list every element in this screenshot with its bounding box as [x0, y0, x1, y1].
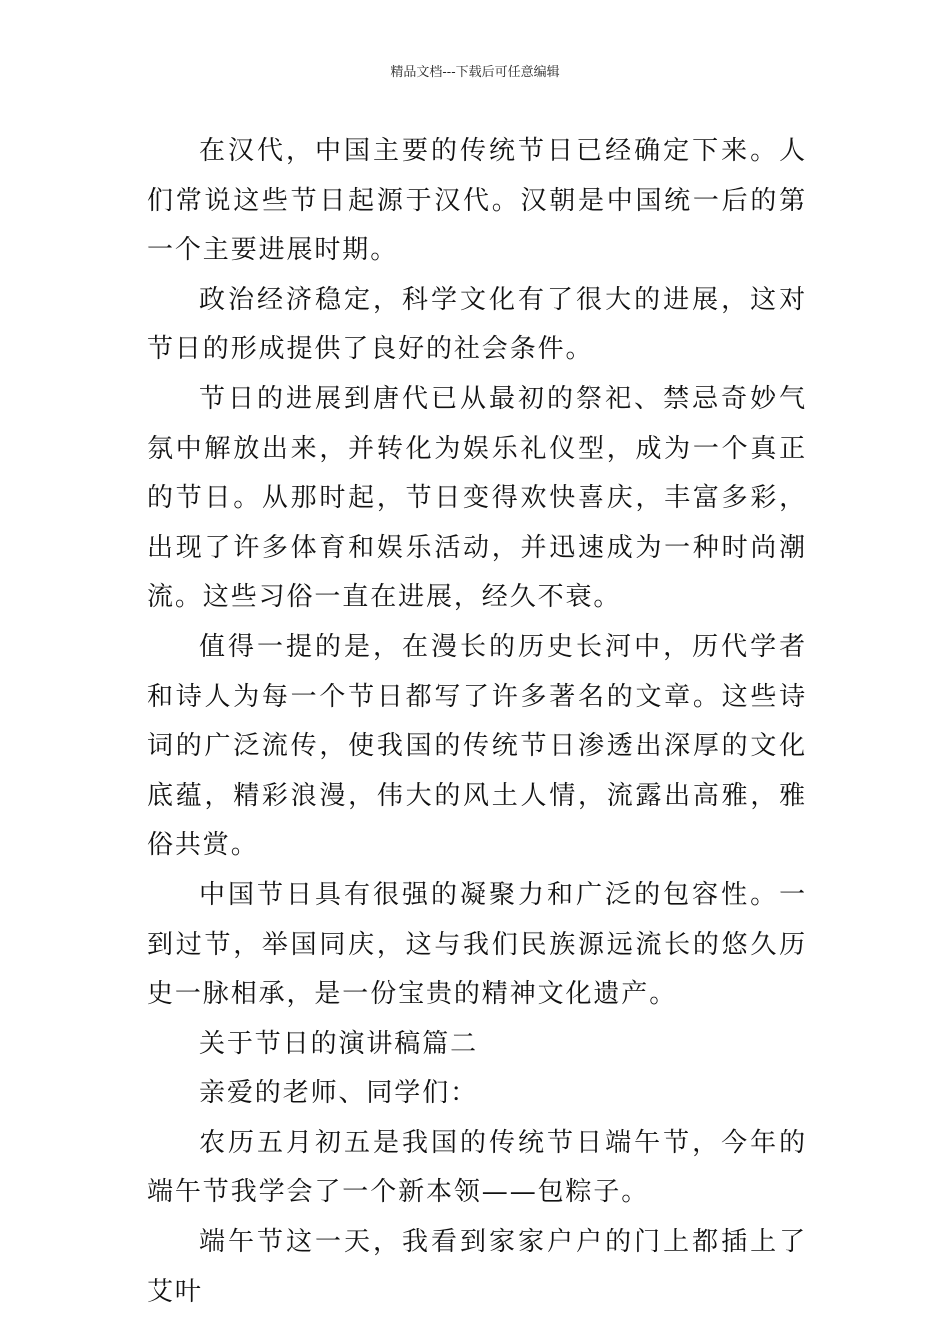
paragraph: 在汉代，中国主要的传统节日已经确定下来。人们常说这些节日起源于汉代。汉朝是中国统一后的第一个主要进展时期。: [147, 136, 807, 266]
paragraph: 值得一提的是，在漫长的历史长河中，历代学者和诗人为每一个节日都写了许多著名的文章。这些诗词的广泛流传，使我国的传统节日渗透出深厚的文化底蕴，精彩浪漫，伟大的风土人情，流露出高雅，雅俗共赏。: [147, 631, 807, 861]
paragraph: 节日的进展到唐代已从最初的祭祀、禁忌奇妙气氛中解放出来，并转化为娱乐礼仪型，成为一个真正的节日。从那时起，节日变得欢快喜庆，丰富多彩，出现了许多体育和娱乐活动，并迅速成为一种时尚潮流。这些习俗一直在进展，经久不衰。: [147, 383, 807, 613]
document-body: [147, 127, 807, 1317]
page-header: 精品文档---下载后可任意编辑: [390, 65, 560, 80]
paragraph: 农历五月初五是我国的传统节日端午节，今年的端午节我学会了一个新本领——包粽子。: [147, 1127, 807, 1208]
paragraph: 政治经济稳定，科学文化有了很大的进展，这对节日的形成提供了良好的社会条件。: [147, 284, 807, 365]
paragraph: 中国节日具有很强的凝聚力和广泛的包容性。一到过节，举国同庆，这与我们民族源远流长的悠久历史一脉相承，是一份宝贵的精神文化遗产。: [147, 879, 807, 1010]
paragraph: 端午节这一天，我看到家家户户的门上都插上了艾叶: [147, 1227, 807, 1307]
salutation: 亲爱的老师、同学们：: [199, 1078, 479, 1109]
section-title: 关于节日的演讲稿篇二: [199, 1028, 479, 1059]
